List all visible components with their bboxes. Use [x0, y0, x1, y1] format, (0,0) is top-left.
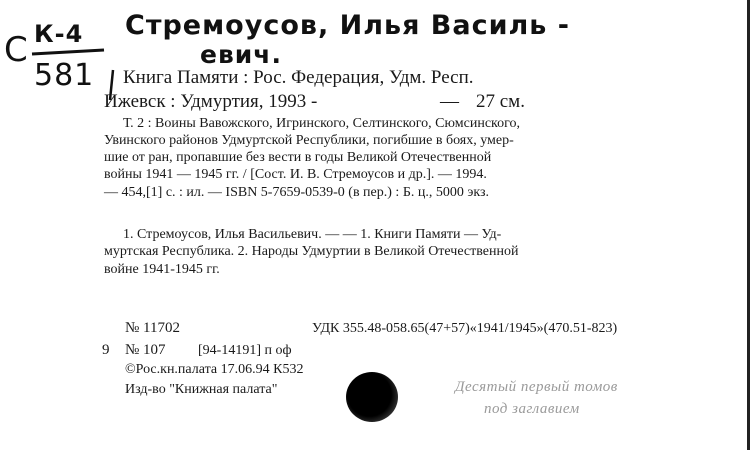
tracing-line: войне 1941-1945 гг.	[104, 262, 220, 277]
imprint-place: Ижевск : Удмуртия, 1993 -	[104, 91, 318, 112]
shelf-letter: С	[4, 30, 29, 70]
publisher-line: Изд-во "Книжная палата"	[125, 382, 278, 397]
bleed-through-text: Десятый первый томов	[455, 379, 618, 395]
bleed-through-text: под заглавием	[484, 401, 580, 417]
order-code: [94-14191] п оф	[198, 343, 292, 358]
udk-classification: УДК 355.48-058.65(47+57)«1941/1945»(470.51-823)	[312, 321, 618, 336]
ink-blot	[346, 372, 398, 422]
volume-line: Увинского районов Удмуртской Республики, погибшие в боях, умер-	[104, 133, 514, 148]
tracing-line: муртская Республика. 2. Народы Удмуртии в Великой Отечественной	[104, 244, 519, 259]
volume-line: войны 1941 — 1945 гг. / [Сост. И. В. Стремоусов и др.]. — 1994.	[104, 167, 487, 182]
imprint-dash: —	[440, 91, 459, 112]
imprint-size: 27 см.	[476, 91, 525, 112]
order-number: № 107	[125, 342, 166, 358]
title-line: Книга Памяти : Рос. Федерация, Удм. Респ.	[123, 67, 474, 88]
tracing-line: 1. Стремоусов, Илья Васильевич. — — 1. Книги Памяти — Уд-	[123, 227, 502, 242]
volume-line: шие от ран, пропавшие без вести в годы Великой Отечественной	[104, 150, 492, 165]
record-number: № 11702	[125, 320, 181, 336]
shelf-mark-top: К-4	[34, 20, 84, 48]
volume-line: — 454,[1] с. : ил. — ISBN 5-7659-0539-0 (в пер.) : Б. ц., 5000 экз.	[104, 185, 490, 200]
copyright-line: ©Рос.кн.палата 17.06.94 К532	[125, 362, 304, 377]
card-digit: 9	[102, 342, 110, 358]
volume-line: Т. 2 : Воины Вавожского, Игринского, Селтинского, Сюмсинского,	[123, 116, 521, 131]
shelf-underline	[32, 50, 104, 54]
shelf-mark-bottom: 581	[34, 58, 95, 93]
author-heading-line2: евич.	[200, 40, 282, 69]
author-heading-line1: Стремоусов, Илья Василь -	[125, 10, 570, 41]
